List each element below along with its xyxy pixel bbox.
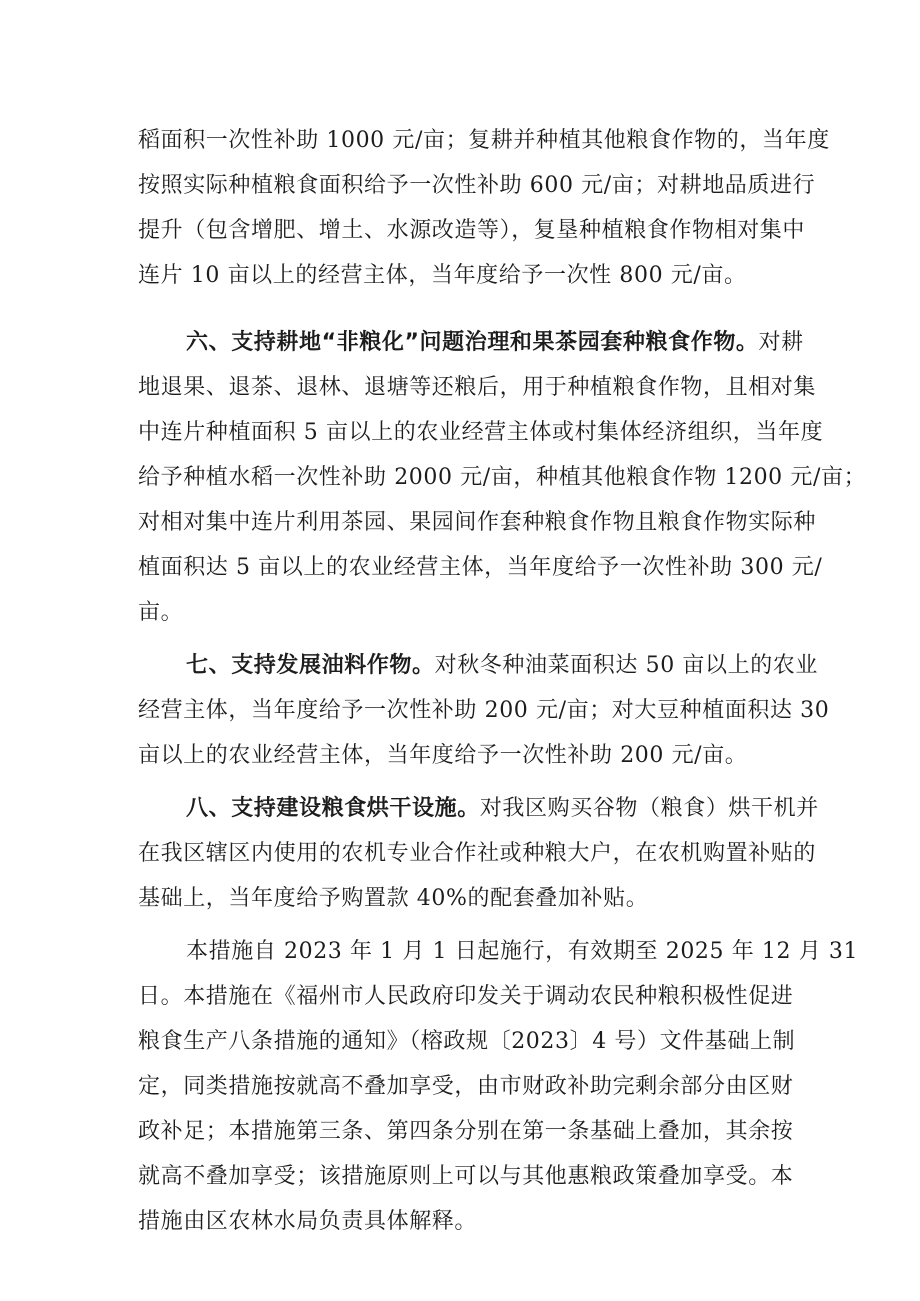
text-line: 植面积达 5 亩以上的农业经营主体，当年度给予一次性补助 300 元/ [138, 555, 823, 580]
section-heading: 七、支持发展油料作物。 [186, 653, 435, 678]
text-line: 亩。 [138, 600, 184, 625]
paragraph-section-7 [138, 643, 830, 778]
section-heading: 六、支持耕地“非粮化”问题治理和果茶园套种粮食作物。 [186, 330, 759, 355]
paragraph-closing [138, 929, 859, 1244]
text-line: 地退果、退茶、退林、退塘等还粮后，用于种植粮食作物，且相对集 [138, 375, 817, 400]
text-line: 亩以上的农业经营主体，当年度给予一次性补助 200 元/亩。 [138, 743, 748, 768]
paragraph-section-6 [138, 320, 867, 635]
text-line: 提升（包含增肥、增土、水源改造等），复垦种植粮食作物相对集中 [138, 218, 806, 243]
text-line: 在我区辖区内使用的农机专业合作社或种粮大户，在农机购置补贴的 [138, 841, 817, 866]
paragraph-intro [138, 118, 830, 298]
text-line: 粮食生产八条措施的通知》（榕政规〔2023〕4 号）文件基础上制 [138, 1029, 796, 1054]
section-text: 对我区购买谷物（粮食）烘干机并 [479, 796, 819, 821]
document-page [138, 118, 867, 1244]
text-line: 本措施自 2023 年 1 月 1 日起施行，有效期至 2025 年 12 月 31 [186, 939, 859, 964]
text-line: 稻面积一次性补助 1000 元/亩；复耕并种植其他粮食作物的，当年度 [138, 128, 830, 153]
paragraph-section-8 [138, 786, 819, 921]
text-line: 措施由区农林水局负责具体解释。 [138, 1209, 478, 1234]
section-heading: 八、支持建设粮食烘干设施。 [186, 796, 480, 821]
text-line: 中连片种植面积 5 亩以上的农业经营主体或村集体经济组织，当年度 [138, 420, 824, 445]
text-line: 政补足；本措施第三条、第四条分别在第一条基础上叠加，其余按 [138, 1119, 794, 1144]
text-line: 基础上，当年度给予购置款 40%的配套叠加补贴。 [138, 886, 649, 911]
text-line: 连片 10 亩以上的经营主体，当年度给予一次性 800 元/亩。 [138, 263, 747, 288]
text-line [138, 786, 819, 831]
text-line: 给予种植水稻一次性补助 2000 元/亩，种植其他粮食作物 1200 元/亩； [138, 465, 867, 490]
text-line [138, 320, 804, 365]
text-line: 按照实际种植粮食面积给予一次性补助 600 元/亩；对耕地品质进行 [138, 173, 816, 198]
text-line [138, 643, 818, 688]
text-line: 对相对集中连片利用茶园、果园间作套种粮食作物且粮食作物实际种 [138, 510, 817, 535]
text-line: 日。本措施在《福州市人民政府印发关于调动农民种粮积极性促进 [138, 984, 794, 1009]
text-line: 就高不叠加享受；该措施原则上可以与其他惠粮政策叠加享受。本 [138, 1164, 794, 1189]
text-line: 经营主体，当年度给予一次性补助 200 元/亩；对大豆种植面积达 30 [138, 698, 830, 723]
section-text: 对秋冬种油菜面积达 50 亩以上的农业 [434, 653, 818, 678]
section-text: 对耕 [758, 330, 804, 355]
text-line: 定，同类措施按就高不叠加享受，由市财政补助完剩余部分由区财 [138, 1074, 794, 1099]
